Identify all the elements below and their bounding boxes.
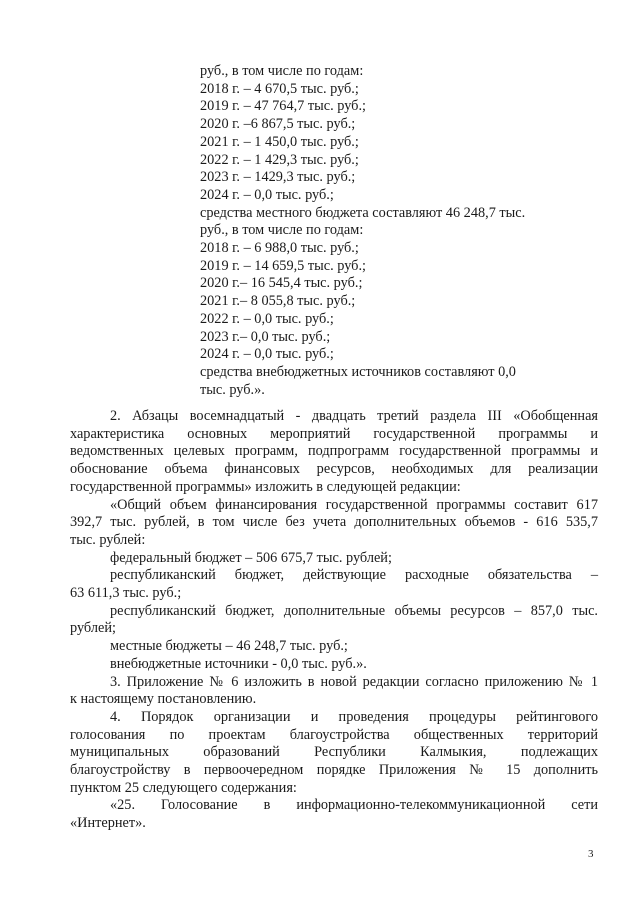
text-line: муниципальных образований Республики Калмыкия, подлежащих (70, 744, 598, 761)
body-text (70, 408, 598, 833)
text-line: республиканский бюджет, действующие расходные обязательства – (110, 567, 598, 584)
text-line: 2019 г. – 47 764,7 тыс. руб.; (200, 98, 366, 115)
text-line: ведомственных целевых программ, подпрограмм государственной программы и (70, 443, 598, 460)
text-line: 2018 г. – 6 988,0 тыс. руб.; (200, 240, 359, 257)
text-line: руб., в том числе по годам: (200, 222, 364, 239)
text-line: 2. Абзацы восемнадцатый - двадцать третий раздела III «Обобщенная (110, 408, 598, 424)
text-line: 2020 г. –6 867,5 тыс. руб.; (200, 116, 356, 133)
text-line: тыс. рублей: (70, 531, 146, 548)
text-line: внебюджетные источники - 0,0 тыс. руб.». (110, 655, 367, 672)
text-line: 2019 г. – 14 659,5 тыс. руб.; (200, 257, 366, 274)
text-line: 2023 г. – 1429,3 тыс. руб.; (200, 169, 356, 186)
text-line: благоустройству в первоочередном порядке Приложения № 15 дополнить (70, 762, 598, 779)
text-line: республиканский бюджет, дополнительные объемы ресурсов – 857,0 тыс. (110, 602, 598, 619)
text-line: обоснование объема финансовых ресурсов, необходимых для реализации (70, 461, 598, 478)
text-line: 3. Приложение № 6 изложить в новой редакции согласно приложению № 1 (110, 673, 598, 690)
text-line: федеральный бюджет – 506 675,7 тыс. рублей; (110, 549, 392, 566)
text-line: местные бюджеты – 46 248,7 тыс. руб.; (110, 638, 348, 655)
text-line: 2022 г. – 0,0 тыс. руб.; (200, 310, 334, 327)
text-line: голосования по проектам благоустройства общественных территорий (70, 726, 598, 743)
text-line: 63 611,3 тыс. руб.; (70, 585, 182, 602)
text-line: 2020 г.– 16 545,4 тыс. руб.; (200, 275, 363, 292)
paragraph-section-4 (70, 709, 598, 833)
text-line: средства местного бюджета составляют 46 248,7 тыс. (200, 204, 526, 221)
text-line: 392,7 тыс. рублей, в том числе без учета дополнительных объемов - 616 535,7 (70, 514, 598, 531)
text-line: характеристика основных мероприятий государственной программы и (70, 425, 598, 442)
text-line: 2018 г. – 4 670,5 тыс. руб.; (200, 80, 359, 97)
text-line: 4. Порядок организации и проведения процедуры рейтингового (110, 708, 598, 725)
text-line: 2024 г. – 0,0 тыс. руб.; (200, 186, 334, 203)
text-line: «25. Голосование в информационно-телекоммуникационной сети (110, 797, 598, 814)
text-line: 2023 г.– 0,0 тыс. руб.; (200, 328, 331, 345)
text-line: 2022 г. – 1 429,3 тыс. руб.; (200, 151, 359, 168)
text-line: пунктом 25 следующего содержания: (70, 779, 297, 796)
text-line: руб., в том числе по годам: (200, 63, 364, 79)
page-number: 3 (588, 848, 594, 860)
text-line: «Общий объем финансирования государственной программы составит 617 (110, 496, 598, 513)
text-line: средства внебюджетных источников составляют 0,0 (200, 363, 516, 380)
paragraph-section-2 (70, 408, 598, 674)
text-line: тыс. руб.». (200, 381, 265, 398)
funding-by-year-block (200, 63, 580, 399)
text-line: рублей; (70, 620, 116, 637)
text-line: к настоящему постановлению. (70, 691, 257, 708)
text-line: 2024 г. – 0,0 тыс. руб.; (200, 346, 334, 363)
text-line: государственной программы» изложить в следующей редакции: (70, 478, 461, 495)
text-line: «Интернет». (70, 815, 146, 832)
text-line: 2021 г.– 8 055,8 тыс. руб.; (200, 293, 356, 310)
paragraph-section-3 (70, 674, 598, 709)
text-line: 2021 г. – 1 450,0 тыс. руб.; (200, 133, 359, 150)
